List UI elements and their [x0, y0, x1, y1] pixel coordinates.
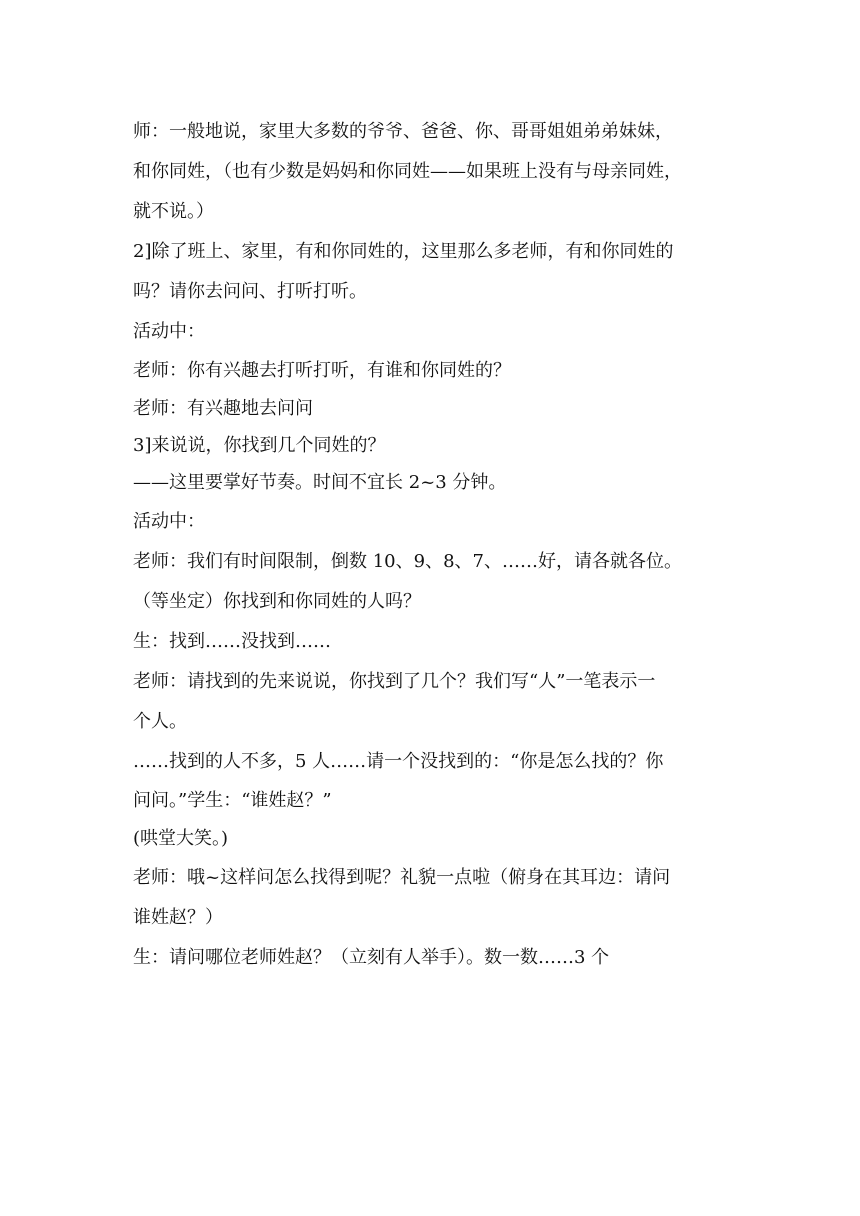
text-line-11: 活动中：	[133, 511, 205, 532]
text-line-2: 和你同姓，（也有少数是妈妈和你同姓——如果班上没有与母亲同姓，	[133, 161, 682, 182]
text-line-9: 3]来说说，你找到几个同姓的？	[133, 435, 386, 456]
text-line-3: 就不说。）	[133, 201, 214, 222]
text-line-4: 2]除了班上、家里，有和你同姓的，这里那么多老师，有和你同姓的	[133, 241, 674, 262]
text-line-22: 生：请问哪位老师姓赵？（立刻有人举手）。数一数……3 个	[133, 947, 610, 968]
text-line-1: 师：一般地说，家里大多数的爷爷、爸爸、你、哥哥姐姐弟弟妹妹，	[133, 121, 673, 142]
text-line-13: （等坐定）你找到和你同姓的人吗？	[133, 591, 421, 612]
text-line-21: 谁姓赵？）	[133, 907, 223, 928]
text-line-12: 老师：我们有时间限制，倒数 10、9、8、7、……好，请各就各位。	[133, 551, 682, 572]
document-body	[133, 112, 733, 978]
text-line-8: 老师：有兴趣地去问问	[133, 398, 313, 419]
text-line-20: 老师：哦~这样问怎么找得到呢？礼貌一点啦（俯身在其耳边：请问	[133, 867, 671, 888]
text-line-15: 老师：请找到的先来说说，你找到了几个？我们写“人”一笔表示一	[133, 671, 656, 692]
text-line-10: ——这里要掌好节奏。时间不宜长 2~3 分钟。	[133, 472, 507, 493]
text-line-18: 问问。”学生：“谁姓赵？”	[133, 790, 332, 811]
text-line-16: 个人。	[133, 711, 187, 732]
text-line-14: 生：找到……没找到……	[133, 631, 331, 652]
text-line-6: 活动中：	[133, 321, 205, 342]
text-line-5: 吗？请你去问问、打听打听。	[133, 281, 367, 302]
text-line-7: 老师：你有兴趣去打听打听，有谁和你同姓的？	[133, 360, 511, 381]
text-line-17: ……找到的人不多，5 人……请一个没找到的：“你是怎么找的？你	[133, 751, 664, 772]
text-line-19: (哄堂大笑。)	[133, 828, 229, 849]
